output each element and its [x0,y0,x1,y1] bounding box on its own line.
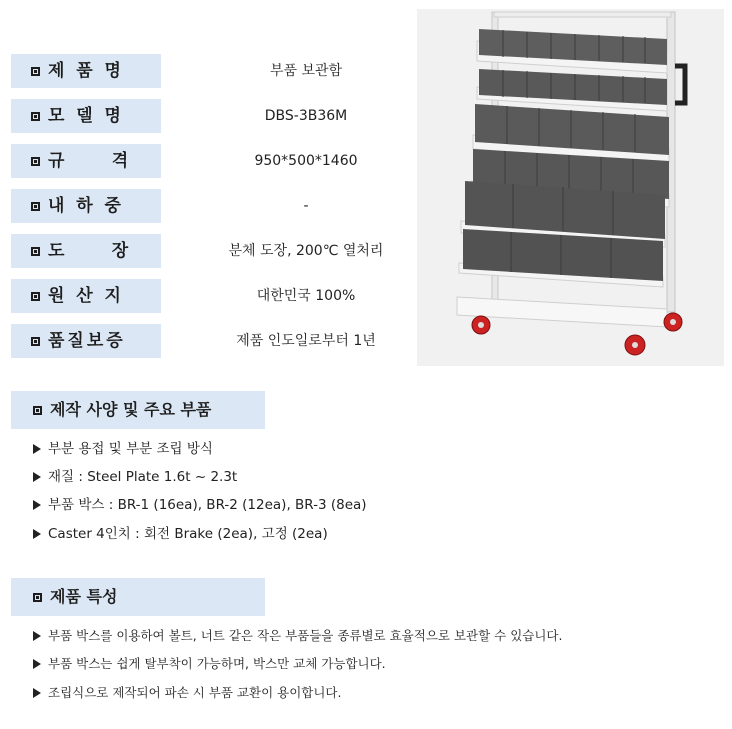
spec-label [11,324,161,358]
list-item [33,684,341,702]
triangle-bullet-icon [33,472,41,482]
spec-row-coating [11,234,411,268]
spec-value: DBS-3B36M [264,108,348,124]
list-item [33,655,386,673]
section-header-spec [11,391,265,429]
square-bullet-icon [31,157,40,166]
spec-value: 분체 도장, 200℃ 열처리 [228,243,384,259]
list-item-text: 부분 용접 및 부분 조립 방식 [48,441,213,457]
spec-row-load [11,189,411,223]
list-item-text: 조립식으로 제작되어 파손 시 부품 교환이 용이합니다. [48,685,342,700]
spec-label [11,54,161,88]
section-title: 제작 사양 및 주요 부품 [50,400,212,419]
section-title: 제품 특성 [50,587,118,606]
square-bullet-icon [31,202,40,211]
list-item-text: 재질 : Steel Plate 1.6t ~ 2.3t [48,469,238,485]
spec-label-text: 규 격 [48,151,129,171]
list-item [33,468,237,486]
spec-row-origin [11,279,411,313]
spec-label [11,99,161,133]
list-item [33,496,367,514]
shelf-row-1 [477,29,667,73]
spec-row-warranty [11,324,411,358]
spec-value: 부품 보관함 [269,63,343,79]
triangle-bullet-icon [33,631,41,641]
square-bullet-icon [31,337,40,346]
spec-label-text: 내 하 중 [48,196,121,216]
product-image [417,9,724,366]
list-item-text: 부품 박스 : BR-1 (16ea), BR-2 (12ea), BR-3 (8ea) [48,497,367,513]
square-bullet-icon [31,247,40,256]
list-item [33,525,328,543]
spec-label-text: 제 품 명 [48,61,121,81]
spec-label-text: 모 델 명 [48,106,121,126]
list-item-text: Caster 4인치 : 회전 Brake (2ea), 고정 (2ea) [48,526,328,542]
spec-value: - [303,198,309,214]
section-header-features [11,578,265,616]
square-bullet-icon [31,112,40,121]
spec-value: 950*500*1460 [254,153,358,169]
shelf-row-2 [477,69,667,111]
square-bullet-icon [33,593,42,602]
spec-label-text: 도 장 [48,241,129,261]
spec-label [11,144,161,178]
list-item [33,440,213,458]
spec-value: 대한민국 100% [256,288,356,304]
square-bullet-icon [31,67,40,76]
parts-rack-illustration [417,9,724,366]
spec-row-product-name [11,54,411,88]
spec-label [11,279,161,313]
spec-row-dimensions [11,144,411,178]
triangle-bullet-icon [33,444,41,454]
square-bullet-icon [31,292,40,301]
triangle-bullet-icon [33,529,41,539]
spec-value: 제품 인도일로부터 1년 [236,333,376,349]
list-item-text: 부품 박스는 쉽게 탈부착이 가능하며, 박스만 교체 가능합니다. [48,656,386,671]
square-bullet-icon [33,406,42,415]
triangle-bullet-icon [33,500,41,510]
spec-label [11,234,161,268]
triangle-bullet-icon [33,659,41,669]
list-item [33,627,562,645]
spec-label-text: 품질보증 [48,331,126,351]
spec-label [11,189,161,223]
triangle-bullet-icon [33,688,41,698]
list-item-text: 부품 박스를 이용하여 볼트, 너트 같은 작은 부품들을 종류별로 효율적으로 보관할 수 있습니다. [48,628,563,643]
spec-label-text: 원 산 지 [48,286,121,306]
spec-row-model [11,99,411,133]
